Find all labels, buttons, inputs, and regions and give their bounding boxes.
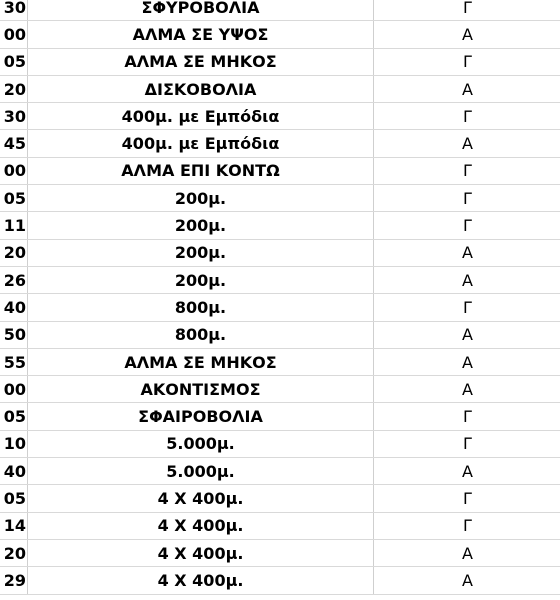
event-cell: 5.000μ.: [166, 434, 235, 454]
time-cell: [0, 489, 27, 508]
category-cell: Γ: [463, 407, 472, 427]
time-value: 05: [3, 188, 26, 208]
table-row: [0, 130, 560, 157]
table-row: [0, 158, 560, 185]
event-cell: ΣΦΥΡΟΒΟΛΙΑ: [141, 0, 260, 17]
event-cell: 200μ.: [174, 243, 227, 263]
category-cell: Γ: [463, 188, 472, 208]
time-cell: [0, 52, 27, 71]
table-row: [0, 103, 560, 130]
category-cell: Γ: [463, 52, 472, 72]
category-cell: Γ: [463, 516, 472, 536]
table-row: [0, 540, 560, 567]
time-value: 30: [3, 0, 26, 17]
time-value: 30: [3, 106, 26, 126]
time-value: 00: [3, 379, 26, 399]
time-value: 00: [3, 24, 26, 44]
category-cell: Α: [462, 24, 473, 44]
time-value: 20: [3, 543, 26, 563]
category-cell: Α: [462, 134, 473, 154]
table-row: [0, 21, 560, 48]
time-value: 05: [3, 52, 26, 72]
time-cell: [0, 544, 27, 563]
table-row: [0, 349, 560, 376]
event-cell: ΑΛΜΑ ΣΕ ΜΗΚΟΣ: [124, 52, 277, 72]
time-cell: [0, 434, 27, 453]
event-cell: 200μ.: [174, 270, 227, 290]
time-cell: [0, 380, 27, 399]
time-value: 40: [3, 461, 26, 481]
category-cell: Α: [462, 270, 473, 290]
time-value: 29: [3, 570, 26, 590]
event-cell: ΑΛΜΑ ΕΠΙ ΚΟΝΤΩ: [121, 161, 280, 181]
table-row: [0, 513, 560, 540]
table-row: [0, 376, 560, 403]
time-value: 20: [3, 243, 26, 263]
table-row: [0, 431, 560, 458]
table-row: [0, 185, 560, 212]
time-value: 20: [3, 79, 26, 99]
event-cell: 400μ. με Εμπόδια: [121, 106, 280, 126]
event-cell: ΣΦΑΙΡΟΒΟΛΙΑ: [138, 407, 263, 427]
time-cell: [0, 516, 27, 535]
table-row: [0, 49, 560, 76]
table-row: [0, 212, 560, 239]
event-cell: ΑΛΜΑ ΣΕ ΜΗΚΟΣ: [124, 352, 277, 372]
category-cell: Α: [462, 543, 473, 563]
event-cell: ΔΙΣΚΟΒΟΛΙΑ: [144, 79, 257, 99]
event-cell: 4 Χ 400μ.: [157, 543, 244, 563]
event-cell: 200μ.: [174, 216, 227, 236]
event-cell: 800μ.: [174, 325, 227, 345]
time-cell: [0, 161, 27, 180]
category-cell: Γ: [463, 216, 472, 236]
time-value: 55: [3, 352, 26, 372]
table-row: [0, 240, 560, 267]
time-value: 40: [3, 297, 26, 317]
time-cell: [0, 243, 27, 262]
table-row: [0, 0, 560, 21]
time-cell: [0, 80, 27, 99]
time-cell: [0, 325, 27, 344]
time-value: 14: [3, 516, 26, 536]
time-cell: [0, 216, 27, 235]
time-cell: [0, 25, 27, 44]
category-cell: Γ: [463, 434, 472, 454]
table-row: [0, 267, 560, 294]
event-cell: 5.000μ.: [166, 461, 235, 481]
time-cell: [0, 462, 27, 481]
time-value: 05: [3, 407, 26, 427]
table-row: [0, 403, 560, 430]
time-cell: [0, 571, 27, 590]
time-value: 45: [3, 134, 26, 154]
event-cell: 200μ.: [174, 188, 227, 208]
table-row: [0, 567, 560, 594]
time-cell: [0, 298, 27, 317]
table-row: [0, 458, 560, 485]
category-cell: Γ: [463, 488, 472, 508]
time-value: 00: [3, 161, 26, 181]
event-cell: 800μ.: [174, 297, 227, 317]
time-cell: [0, 189, 27, 208]
category-cell: Α: [462, 570, 473, 590]
category-cell: Γ: [463, 106, 472, 126]
table-row: [0, 294, 560, 321]
category-cell: Α: [462, 352, 473, 372]
time-cell: [0, 407, 27, 426]
time-value: 05: [3, 488, 26, 508]
event-cell: ΑΛΜΑ ΣΕ ΥΨΟΣ: [132, 24, 269, 44]
time-cell: [0, 134, 27, 153]
category-cell: Α: [462, 379, 473, 399]
time-value: 10: [3, 434, 26, 454]
table-row: [0, 76, 560, 103]
table-row: [0, 322, 560, 349]
event-cell: ΑΚΟΝΤΙΣΜΟΣ: [140, 379, 261, 399]
category-cell: Γ: [463, 0, 472, 17]
category-cell: Γ: [463, 297, 472, 317]
category-cell: Α: [462, 243, 473, 263]
time-cell: [0, 0, 27, 17]
category-cell: Α: [462, 461, 473, 481]
time-value: 11: [3, 216, 26, 236]
time-cell: [0, 271, 27, 290]
category-cell: Α: [462, 79, 473, 99]
table-row: [0, 485, 560, 512]
time-cell: [0, 353, 27, 372]
category-cell: Α: [462, 325, 473, 345]
category-cell: Γ: [463, 161, 472, 181]
event-cell: 4 Χ 400μ.: [157, 488, 244, 508]
time-value: 26: [3, 270, 26, 290]
time-value: 50: [3, 325, 26, 345]
time-cell: [0, 107, 27, 126]
event-cell: 4 Χ 400μ.: [157, 516, 244, 536]
event-cell: 400μ. με Εμπόδια: [121, 134, 280, 154]
event-cell: 4 Χ 400μ.: [157, 570, 244, 590]
